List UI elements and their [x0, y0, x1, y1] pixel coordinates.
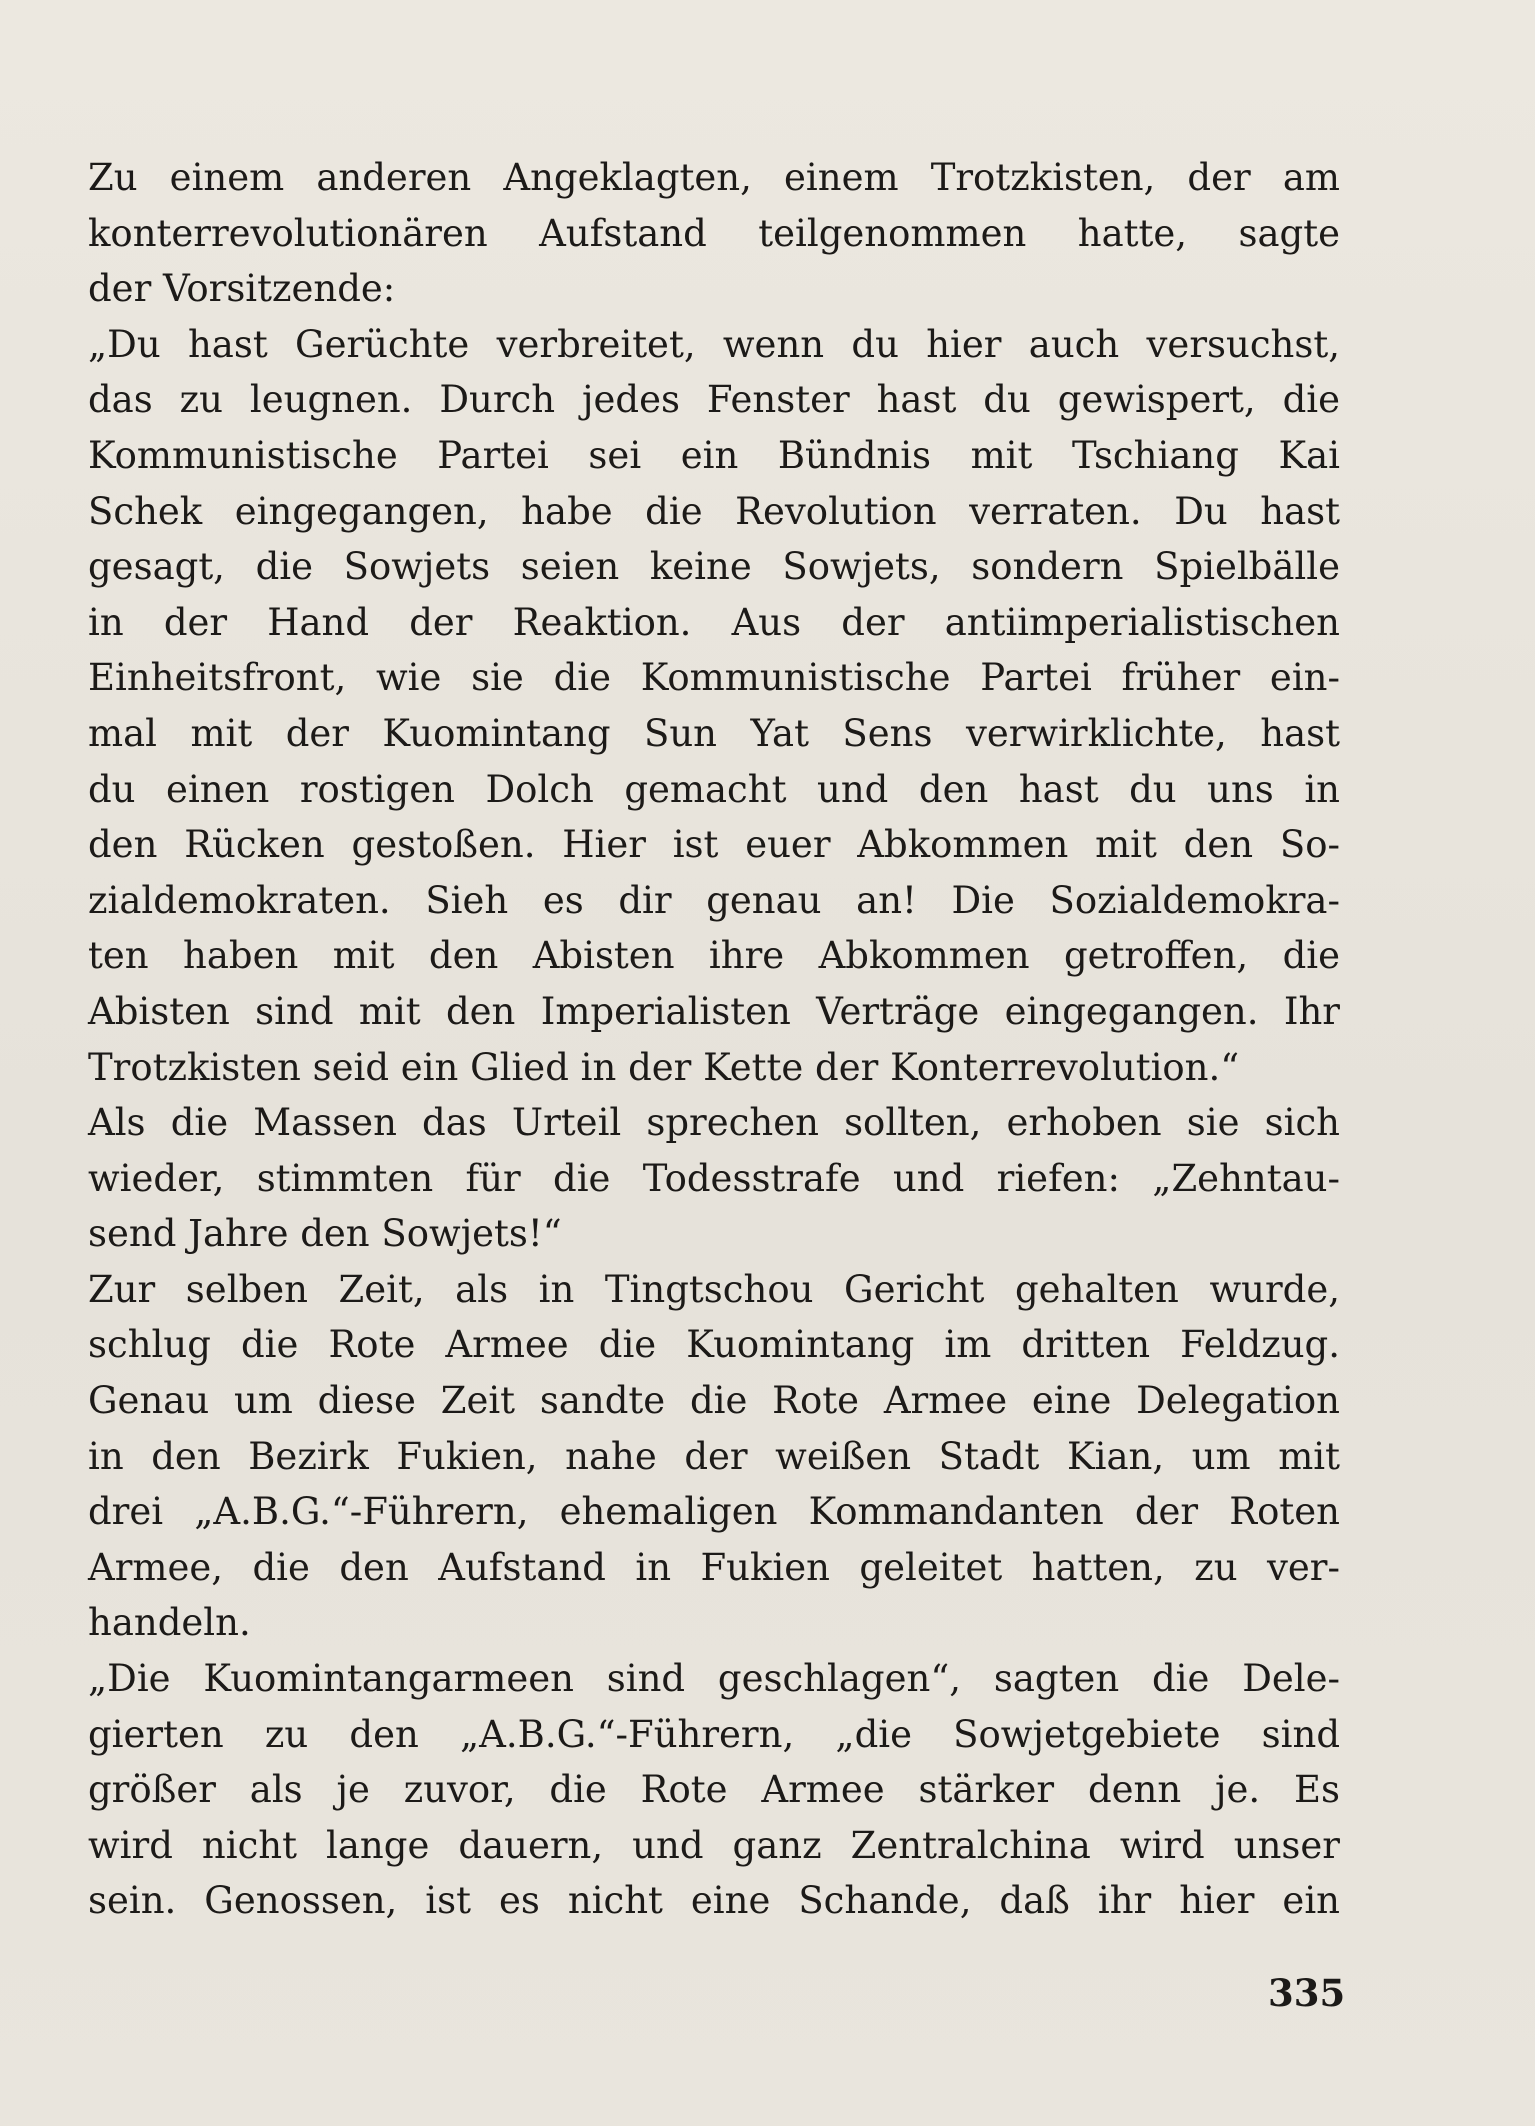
text-line: drei „A.B.G.“-Führern, ehemaligen Kommandanten der Roten: [88, 1490, 1340, 1534]
text-line: Als die Massen das Urteil sprechen sollten, erhoben sie sich: [88, 1101, 1340, 1145]
text-line: zialdemokraten. Sieh es dir genau an! Die Sozialdemokra-: [88, 878, 1340, 922]
text-line: den Rücken gestoßen. Hier ist euer Abkommen mit den So-: [88, 823, 1340, 867]
text-line: Trotzkisten seid ein Glied in der Kette der Konterrevolution.“: [88, 1045, 1240, 1089]
text-line: Zu einem anderen Angeklagten, einem Trotzkisten, der am: [88, 156, 1340, 199]
text-line: sein. Genossen, ist es nicht eine Schande, daß ihr hier ein: [88, 1879, 1340, 1923]
text-line: in der Hand der Reaktion. Aus der antiimperialistischen: [88, 600, 1340, 644]
text-line: in den Bezirk Fukien, nahe der weißen Stadt Kian, um mit: [88, 1434, 1340, 1478]
text-line: Genau um diese Zeit sandte die Rote Armee eine Delegation: [88, 1379, 1340, 1423]
text-line: handeln.: [88, 1601, 251, 1645]
text-line: Einheitsfront, wie sie die Kommunistische Partei früher ein-: [88, 656, 1340, 700]
text-line: Armee, die den Aufstand in Fukien geleitet hatten, zu ver-: [88, 1545, 1340, 1589]
text-line: Schek eingegangen, habe die Revolution verraten. Du hast: [88, 489, 1340, 533]
text-line: wird nicht lange dauern, und ganz Zentralchina wird unser: [88, 1823, 1340, 1867]
text-line: „Du hast Gerüchte verbreitet, wenn du hier auch versuchst,: [88, 322, 1340, 366]
text-line: du einen rostigen Dolch gemacht und den hast du uns in: [88, 767, 1340, 811]
text-line: send Jahre den Sowjets!“: [88, 1212, 562, 1256]
text-line: gesagt, die Sowjets seien keine Sowjets, sondern Spielbälle: [88, 545, 1340, 589]
text-line: „Die Kuomintangarmeen sind geschlagen“, sagten die Dele-: [88, 1657, 1340, 1701]
text-line: schlug die Rote Armee die Kuomintang im dritten Feldzug.: [88, 1323, 1340, 1367]
text-line: Abisten sind mit den Imperialisten Verträge eingegangen. Ihr: [88, 989, 1340, 1033]
text-line: gierten zu den „A.B.G.“-Führern, „die Sowjetgebiete sind: [88, 1712, 1340, 1756]
text-line: mal mit der Kuomintang Sun Yat Sens verwirklichte, hast: [88, 711, 1340, 755]
text-line: wieder, stimmten für die Todesstrafe und riefen: „Zehntau-: [88, 1156, 1340, 1200]
text-line: Zur selben Zeit, als in Tingtschou Gericht gehalten wurde,: [88, 1267, 1340, 1311]
text-line: der Vorsitzende:: [88, 267, 396, 311]
text-line: das zu leugnen. Durch jedes Fenster hast du gewispert, die: [88, 378, 1340, 422]
page-number: 335: [1268, 1971, 1346, 2015]
body-text: [88, 150, 1340, 1929]
text-line: konterrevolutionären Aufstand teilgenommen hatte, sagte: [88, 211, 1340, 255]
text-line: größer als je zuvor, die Rote Armee stärker denn je. Es: [88, 1768, 1340, 1812]
text-line: Kommunistische Partei sei ein Bündnis mit Tschiang Kai: [88, 433, 1340, 477]
text-line: ten haben mit den Abisten ihre Abkommen getroffen, die: [88, 934, 1340, 978]
